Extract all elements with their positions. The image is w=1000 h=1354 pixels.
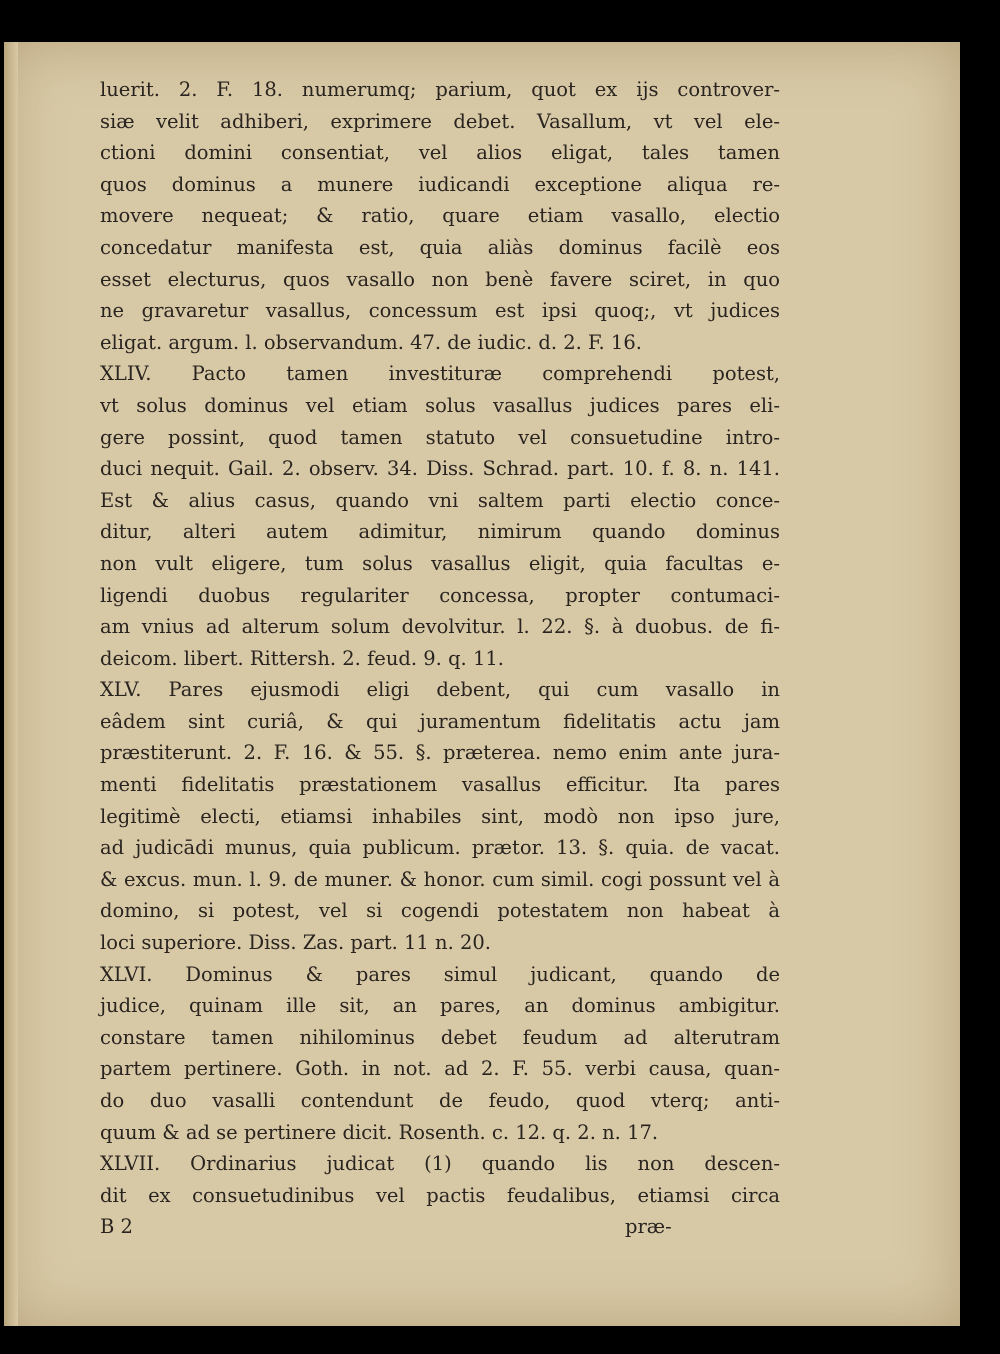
text-line: gere possint, quod tamen statuto vel consuetudine intro-	[100, 425, 780, 449]
book-page	[4, 42, 960, 1326]
text-line: loci superiore. Diss. Zas. part. 11 n. 20.	[100, 931, 491, 955]
text-line: movere nequeat; & ratio, quare etiam vasallo, electio	[100, 204, 780, 228]
text-line: ctioni domini consentiat, vel alios eligat, tales tamen	[100, 141, 780, 165]
text-line: Est & alius casus, quando vni saltem parti electio conce-	[100, 488, 780, 512]
text-line: ligendi duobus regulariter concessa, propter contumaci-	[100, 583, 780, 607]
text-line: menti fidelitatis præstationem vasallus efficitur. Ita pares	[100, 773, 780, 797]
text-line: legitimè electi, etiamsi inhabiles sint, modò non ipso jure,	[100, 804, 780, 828]
text-line: eâdem sint curiâ, & qui juramentum fidelitatis actu jam	[100, 709, 780, 733]
text-line: do duo vasalli contendunt de feudo, quod vterq; anti-	[100, 1089, 780, 1112]
text-line: ne gravaretur vasallus, concessum est ipsi quoq;, vt judices	[100, 299, 780, 323]
text-line: duci nequit. Gail. 2. observ. 34. Diss. Schrad. part. 10. f. 8. n. 141.	[100, 457, 780, 481]
page-footer	[100, 1211, 780, 1243]
text-line: præstiterunt. 2. F. 16. & 55. §. præterea. nemo enim ante jura-	[100, 741, 780, 765]
section-heading-line: XLVI. Dominus & pares simul judicant, quando de	[100, 962, 780, 986]
text-line: quos dominus a munere iudicandi exceptione aliqua re-	[100, 172, 780, 196]
catchword: præ-	[625, 1215, 672, 1239]
page-gutter-shadow	[4, 42, 18, 1326]
text-line: eligat. argum. l. observandum. 47. de iudic. d. 2. F. 16.	[100, 330, 642, 354]
signature-mark: B 2	[100, 1215, 133, 1239]
text-line: dit ex consuetudinibus vel pactis feudalibus, etiamsi circa	[100, 1183, 780, 1207]
text-line: judice, quinam ille sit, an pares, an dominus ambigitur.	[100, 994, 780, 1018]
text-line: esset electurus, quos vasallo non benè favere sciret, in quo	[100, 267, 780, 291]
text-line: am vnius ad alterum solum devolvitur. l. 22. §. à duobus. de fi-	[100, 615, 780, 639]
section-heading-line: XLV. Pares ejusmodi eligi debent, qui cum vasallo in	[100, 678, 780, 702]
section-heading-line: XLIV. Pacto tamen investituræ comprehendi potest,	[100, 362, 780, 386]
text-line: luerit. 2. F. 18. numerumq; parium, quot ex ijs controver-	[100, 78, 780, 101]
text-line: domino, si potest, vel si cogendi potestatem non habeat à	[100, 899, 780, 923]
text-line: ditur, alteri autem adimitur, nimirum quando dominus	[100, 520, 780, 544]
text-line: constare tamen nihilominus debet feudum ad alterutram	[100, 1025, 780, 1049]
text-line: vt solus dominus vel etiam solus vasallus judices pares eli-	[100, 393, 780, 417]
text-line: deicom. libert. Rittersh. 2. feud. 9. q. 11.	[100, 646, 504, 670]
text-line: non vult eligere, tum solus vasallus eligit, quia facultas e-	[100, 551, 780, 575]
text-line: partem pertinere. Goth. in not. ad 2. F. 55. verbi causa, quan-	[100, 1057, 780, 1081]
text-line: & excus. mun. l. 9. de muner. & honor. cum simil. cogi possunt vel à	[100, 867, 780, 891]
page-text-block	[100, 74, 780, 1243]
section-heading-line: XLVII. Ordinarius judicat (1) quando lis non descen-	[100, 1152, 780, 1176]
text-line: quum & ad se pertinere dicit. Rosenth. c. 12. q. 2. n. 17.	[100, 1120, 659, 1144]
text-line: siæ velit adhiberi, exprimere debet. Vasallum, vt vel ele-	[100, 109, 780, 133]
text-line: concedatur manifesta est, quia aliàs dominus facilè eos	[100, 235, 780, 259]
text-line: ad judicādi munus, quia publicum. prætor. 13. §. quia. de vacat.	[100, 836, 780, 860]
